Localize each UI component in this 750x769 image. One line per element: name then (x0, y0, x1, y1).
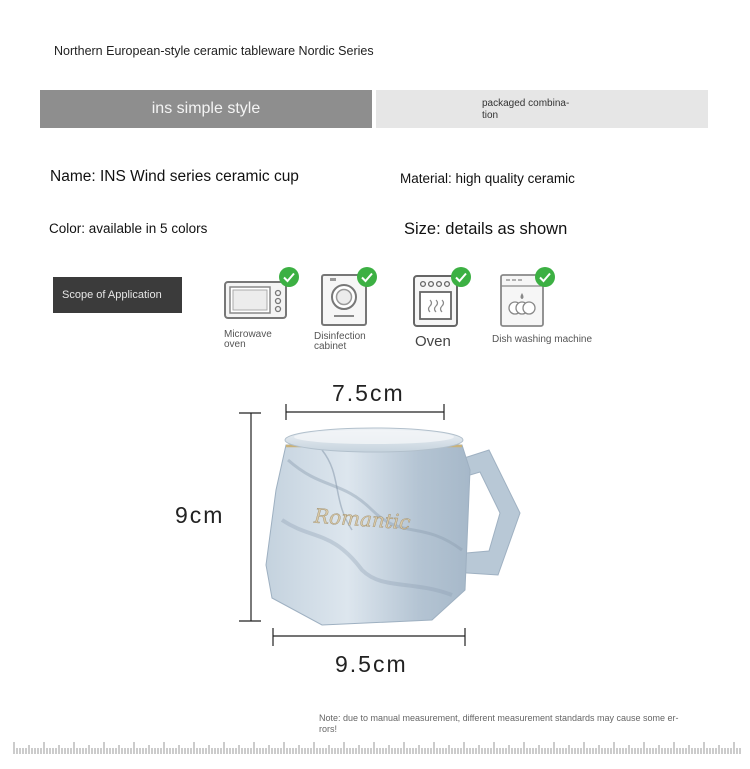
dimension-top-label: 7.5cm (332, 380, 405, 406)
spec-size: Size: details as shown (404, 220, 568, 238)
scope-item-label: Microwave oven (224, 329, 272, 350)
dimension-bottom-label: 9.5cm (335, 651, 408, 677)
measurement-note: Note: due to manual measurement, different measurement standards may cause some er- rors! (319, 713, 679, 734)
scope-of-application-label: Scope of Application (53, 277, 182, 313)
dimension-height-label: 9cm (175, 502, 225, 528)
scope-item-label: Oven (415, 333, 451, 350)
ruler-strip (14, 742, 742, 754)
tab-label: packaged combina- tion (482, 98, 570, 121)
spec-color: Color: available in 5 colors (49, 221, 208, 236)
spec-name: Name: INS Wind series ceramic cup (50, 168, 299, 185)
mug-text: Romantic (313, 503, 412, 535)
page-title: Northern European-style ceramic tableware Nordic Series (54, 44, 374, 58)
tab-label: ins simple style (151, 100, 261, 117)
product-mug-image (262, 420, 524, 632)
spec-material: Material: high quality ceramic (400, 171, 575, 186)
scope-item-label: Dish washing machine (492, 334, 593, 345)
scope-item-label: Disinfection cabinet (314, 331, 366, 352)
